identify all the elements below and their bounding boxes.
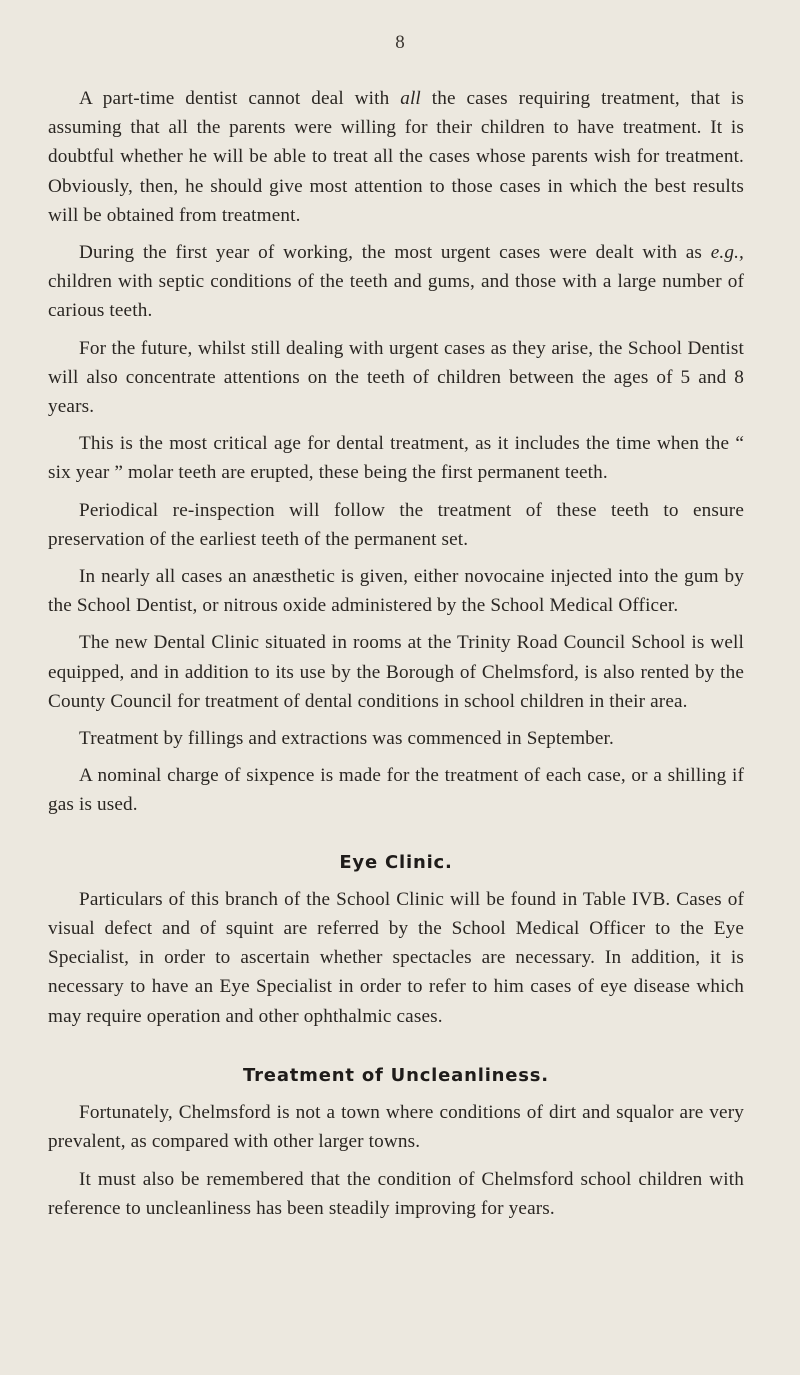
emphasis-all: all (400, 88, 421, 109)
paragraph-nominal-charge: A nominal charge of sixpence is made for the treatment of each case, or a shilling if gas is used. (48, 765, 744, 816)
paragraph-dental-clinic: The new Dental Clinic situated in rooms at the Trinity Road Council School is well equipped, and in addition to its use by the Borough of Chelmsford, is also rented by the County Council for treatment of dental conditions in school children in their area. (48, 632, 744, 712)
paragraph-treatment-start: Treatment by fillings and extractions was commenced in September. (79, 728, 614, 750)
paragraph-reinspection: Periodical re-inspection will follow the treatment of these teeth to ensure preservation of the earliest teeth of the permanent set. (48, 499, 744, 550)
page-number: 8 (395, 32, 405, 53)
heading-eye-clinic: Eye Clinic. (339, 851, 453, 873)
paragraph-future-focus: For the future, whilst still dealing with urgent cases as they arise, the School Dentist will also concentrate attentions on the teeth of children between the ages of 5 and 8 years. (48, 337, 744, 418)
paragraph-chelmsford-conditions: Fortunately, Chelmsford is not a town where conditions of dirt and squalor are very prevalent, as compared with other larger towns. (48, 1102, 744, 1153)
heading-treatment-uncleanliness: Treatment of Uncleanliness. (243, 1064, 549, 1086)
paragraph-first-year: During the first year of working, the most urgent cases were dealt with as e.g., children with septic conditions of the teeth and gums, and those with a large number of carious teeth. (48, 242, 744, 322)
paragraph-critical-age: This is the most critical age for dental treatment, as it includes the time when the “ six year ” molar teeth are erupted, these being the first permanent teeth. (48, 433, 744, 484)
body-text (48, 84, 744, 1231)
emphasis-eg: e.g., (710, 242, 744, 264)
paragraph-eye-clinic: Particulars of this branch of the School Clinic will be found in Table IVB. Cases of visual defect and of squint are referred by the School Medical Officer to the Eye Specialist, in order to ascertain whether spectacles are necessary. In addition, it is necessary to have an Eye Specialist in order to refer to him cases of eye disease which may require operation and other ophthalmic cases. (48, 888, 744, 1027)
paragraph-anaesthetic: In nearly all cases an anæsthetic is given, either novocaine injected into the gum by the School Dentist, or nitrous oxide administered by the School Medical Officer. (48, 566, 744, 617)
paragraph-improving: It must also be remembered that the condition of Chelmsford school children with reference to uncleanliness has been steadily improving for years. (48, 1168, 744, 1219)
paragraph-dentist-capacity: A part-time dentist cannot deal with all the cases requiring treatment, that is assuming that all the parents were willing for their children to have treatment. It is doubtful whether he will be able to treat all the cases whose parents wish for treatment. Obviously, then, he should give most attention to those cases in which the best results will be obtained from treatment. (48, 88, 744, 226)
